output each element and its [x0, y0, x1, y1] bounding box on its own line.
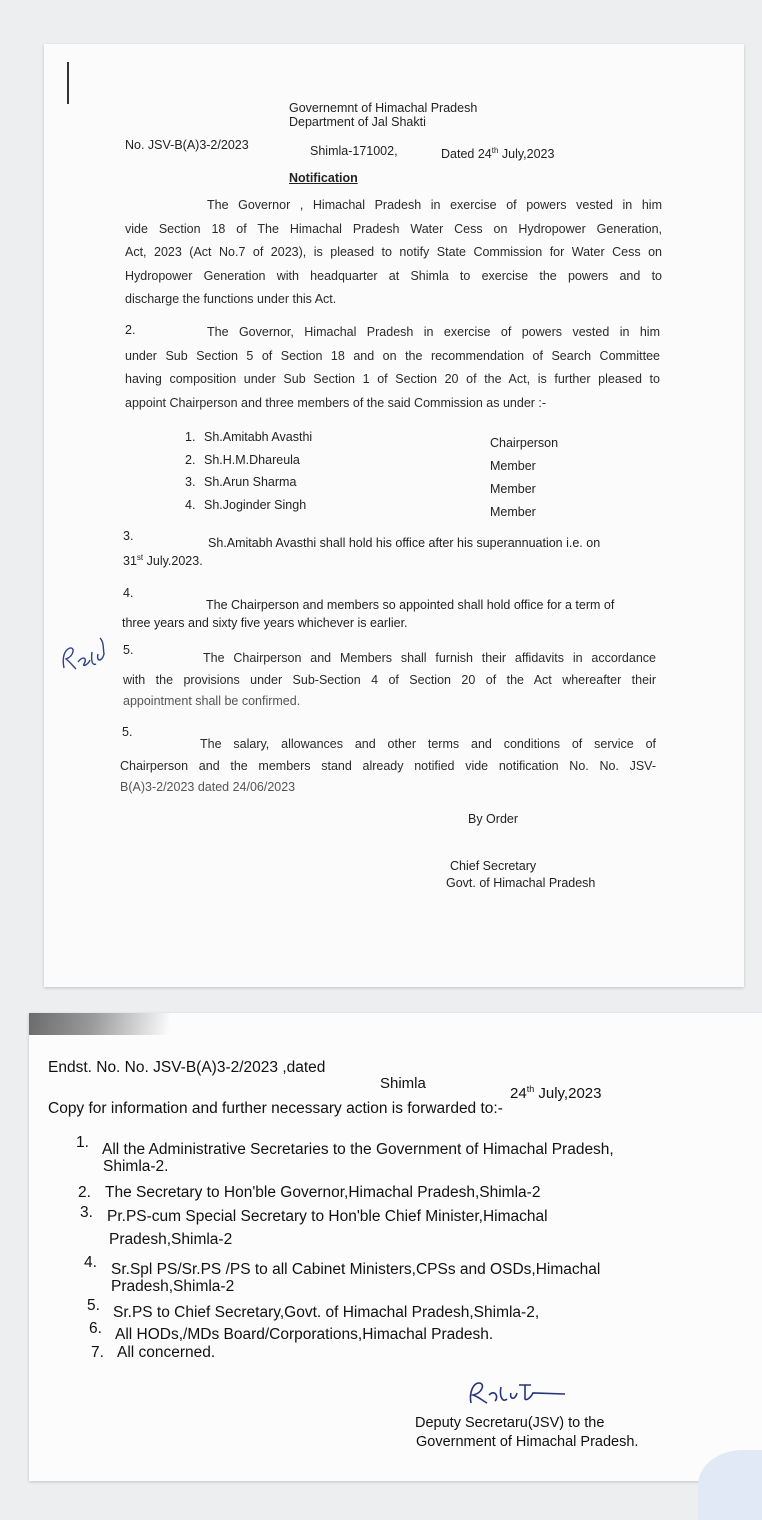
recipient-line: Pradesh,Shimla-2 [111, 1278, 235, 1295]
recipient-line: All concerned. [117, 1344, 216, 1361]
date-prefix: Dated 24 [441, 147, 492, 162]
endorsement-date [510, 1084, 601, 1102]
signatory-title: Chief Secretary [450, 859, 537, 873]
paragraph-1-line: vide Section 18 of The Himachal Pradesh Water Cess on Hydropower Generation, [125, 221, 662, 236]
member-name: Sh.Arun Sharma [204, 475, 297, 489]
paragraph-2-line: under Sub Section 5 of Section 18 and on the recommendation of Search Committee [125, 348, 660, 363]
paragraph-2-line: having composition under Sub Section 1 of Section 20 of the Act, is further pleased to [125, 372, 660, 386]
paragraph-1 [125, 194, 662, 312]
member-role: Member [490, 459, 536, 473]
member-number: 4. [185, 498, 196, 512]
paragraph-6-line: Chairperson and the members stand already notified vide notification No. No. JSV- [120, 758, 656, 773]
signature [465, 1377, 569, 1407]
member-name: Sh.Joginder Singh [204, 498, 307, 512]
member-number: 2. [185, 453, 196, 467]
heading-government: Governemnt of Himachal Pradesh [289, 101, 478, 115]
paragraph-3-date-sup: st [136, 553, 144, 562]
paragraph-2-number: 2. [125, 323, 136, 337]
paragraph-4-number: 4. [123, 586, 134, 600]
member-role: Member [490, 505, 536, 519]
date-sup: th [491, 146, 499, 155]
recipient-line: All the Administrative Secretaries to the Government of Himachal Pradesh, [102, 1141, 614, 1158]
member-role: Member [490, 482, 536, 496]
recipient-number: 3. [80, 1204, 93, 1221]
endorsement-date-suffix: July,2023 [534, 1085, 602, 1102]
recipient-line: Pradesh,Shimla-2 [109, 1231, 233, 1248]
paragraph-2-line: The Governor, Himachal Pradesh in exercise of powers vested in him [207, 325, 660, 339]
endorsement-place: Shimla [380, 1075, 426, 1092]
recipient-number: 6. [89, 1320, 102, 1337]
paragraph-1-line: Hydropower Generation with headquarter at Shimla to exercise the powers and to [125, 268, 662, 283]
paragraph-4-line: The Chairperson and members so appointed shall hold office for a term of [206, 598, 615, 612]
paragraph-6-line: The salary, allowances and other terms and conditions of service of [200, 737, 656, 751]
paragraph-5-number: 5. [123, 643, 134, 657]
member-number: 1. [185, 430, 196, 444]
paragraph-3-date-prefix: 31 [123, 554, 137, 569]
notification-page [44, 44, 744, 987]
copy-line: Copy for information and further necessary action is forwarded to:- [48, 1100, 503, 1117]
member-number: 3. [185, 475, 196, 489]
reference-number: No. JSV-B(A)3-2/2023 [125, 138, 249, 152]
recipient-number: 5. [87, 1297, 100, 1314]
signatory-office: Govt. of Himachal Pradesh [446, 876, 596, 890]
recipient-number: 7. [91, 1344, 104, 1361]
document-title: Notification [289, 171, 358, 185]
recipient-line: Sr.PS to Chief Secretary,Govt. of Himachal Pradesh,Shimla-2, [113, 1304, 540, 1321]
paragraph-6-line: B(A)3-2/2023 dated 24/06/2023 [120, 780, 296, 794]
paragraph-1-line: The Governor , Himachal Pradesh in exercise of powers vested in him [207, 198, 662, 212]
paragraph-5-line: appointment shall be confirmed. [123, 694, 301, 708]
paragraph-5 [123, 648, 656, 713]
date [441, 146, 554, 161]
endorsement-signatory-office: Government of Himachal Pradesh. [416, 1434, 639, 1450]
paragraph-3-line: Sh.Amitabh Avasthi shall hold his office after his superannuation i.e. on [208, 536, 601, 550]
paragraph-1-line: Act, 2023 (Act No.7 of 2023), is pleased to notify State Commission for Water Cess on [125, 245, 662, 259]
member-name: Sh.H.M.Dhareula [204, 453, 300, 467]
endorsement-number: Endst. No. No. JSV-B(A)3-2/2023 ,dated [48, 1059, 326, 1076]
by-order: By Order [468, 812, 519, 826]
paragraph-3-number: 3. [123, 529, 134, 543]
endorsement-date-sup: th [526, 1084, 535, 1094]
paragraph-6-number: 5. [122, 725, 133, 739]
paragraph-3-date-suffix: July.2023. [143, 554, 203, 569]
recipient-line: The Secretary to Hon'ble Governor,Himachal Pradesh,Shimla-2 [105, 1184, 541, 1201]
paragraph-4-line: three years and sixty five years whichever is earlier. [122, 616, 408, 630]
member-name: Sh.Amitabh Avasthi [204, 430, 313, 444]
recipient-number: 4. [84, 1254, 97, 1271]
paragraph-3-date [123, 553, 203, 568]
recipient-line: All HODs,/MDs Board/Corporations,Himachal Pradesh. [115, 1326, 494, 1343]
paragraph-5-line: The Chairperson and Members shall furnish their affidavits in accordance [203, 651, 656, 665]
member-role: Chairperson [490, 436, 559, 450]
paragraph-2-line: appoint Chairperson and three members of the said Commission as under :- [125, 395, 547, 410]
margin-initials [58, 632, 110, 676]
recipient-number: 1. [76, 1134, 89, 1151]
date-suffix: July,2023 [498, 147, 555, 162]
margin-mark [67, 62, 69, 104]
recipient-line: Shimla-2. [103, 1158, 169, 1175]
top-shadow [29, 1013, 169, 1035]
endorsement-date-prefix: 24 [510, 1085, 527, 1102]
endorsement-signatory-title: Deputy Secretaru(JSV) to the [415, 1415, 605, 1431]
place: Shimla-171002, [310, 144, 398, 158]
recipient-line: Pr.PS-cum Special Secretary to Hon'ble Chief Minister,Himachal [107, 1208, 548, 1225]
paragraph-1-line: discharge the functions under this Act. [125, 292, 337, 306]
paragraph-6 [120, 734, 656, 799]
paragraph-2 [125, 321, 660, 415]
recipient-line: Sr.Spl PS/Sr.PS /PS to all Cabinet Ministers,CPSs and OSDs,Himachal [111, 1261, 601, 1278]
heading-department: Department of Jal Shakti [289, 115, 426, 129]
recipient-number: 2. [78, 1184, 91, 1201]
paragraph-5-line: with the provisions under Sub-Section 4 of Section 20 of the Act whereafter their [123, 672, 656, 687]
endorsement-page [29, 1013, 762, 1481]
